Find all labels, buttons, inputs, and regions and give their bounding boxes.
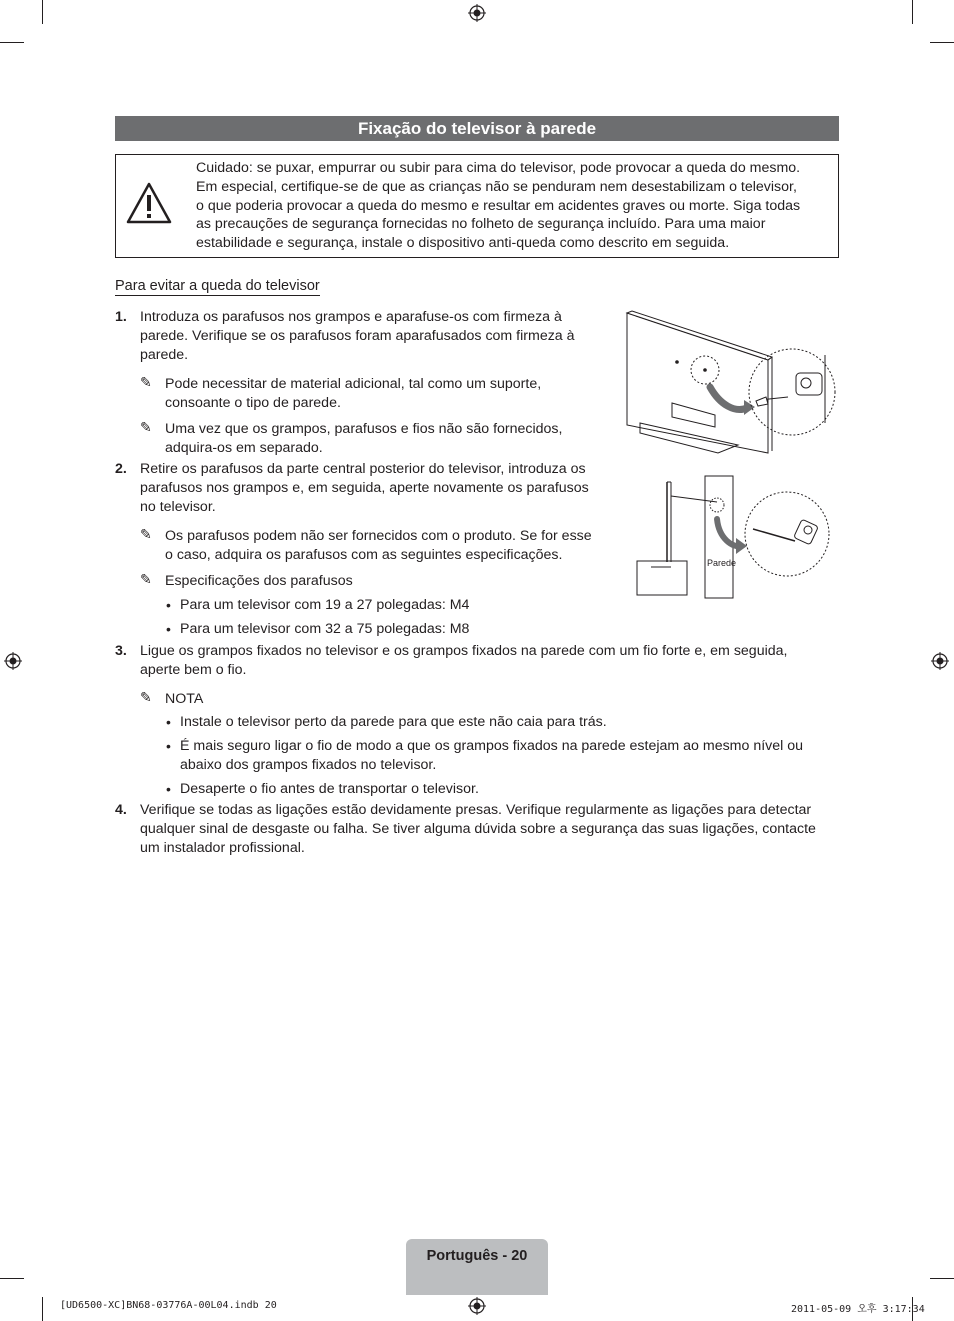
step-line: aperte bem o fio.: [140, 662, 247, 678]
crop-mark: [912, 0, 913, 24]
bullet-line: É mais seguro ligar o fio de modo a que os grampos fixados na parede estejam ao mesmo nível ou: [180, 738, 804, 754]
step-text: [140, 642, 840, 680]
step-number: 1.: [115, 309, 127, 325]
section-title: Fixação do televisor à parede: [115, 116, 839, 141]
crop-mark: [0, 42, 24, 43]
crop-mark: [42, 1297, 43, 1321]
note-pencil-icon: ✎: [140, 526, 152, 542]
step-text: [140, 460, 610, 517]
bullet-text: [180, 780, 479, 799]
file-slug: [UD6500-XC]BN68-03776A-00L04.indb 20: [60, 1300, 277, 1311]
bullet-dot: •: [166, 781, 171, 797]
caution-text: [196, 159, 826, 253]
crop-mark: [0, 1278, 24, 1279]
registration-mark-icon: [4, 652, 22, 670]
step-line: parede.: [140, 347, 189, 363]
bullet-text: [180, 713, 607, 732]
caution-label: Cuidado: [196, 160, 249, 176]
bullet-text: Para um televisor com 19 a 27 polegadas: M4: [180, 597, 470, 613]
caution-line: as precauções de segurança fornecidas no folheto de segurança incluído. Para uma maior: [196, 216, 766, 233]
note-line: Pode necessitar de material adicional, tal como um suporte,: [165, 376, 542, 392]
caution-line: Em especial, certifique-se de que as crianças não se penduram nem desestabilizam o televisor,: [196, 178, 797, 195]
page-number-tab: Português - 20: [406, 1239, 548, 1295]
note-text: [165, 527, 592, 565]
step-number: 4.: [115, 802, 127, 818]
step-number: 3.: [115, 643, 127, 659]
step-line: Introduza os parafusos nos grampos e aparafuse-os com firmeza à: [140, 309, 562, 325]
note-label: NOTA: [165, 691, 204, 707]
note-line: Os parafusos podem não ser fornecidos com o produto. Se for esse: [165, 528, 592, 544]
date-slug: 2011-05-09 오후 3:17:34: [791, 1304, 925, 1315]
bullet-dot: •: [166, 738, 171, 754]
crop-mark: [930, 1278, 954, 1279]
note-pencil-icon: ✎: [140, 689, 152, 705]
step-line: um instalador profissional.: [140, 840, 305, 856]
caution-line: estabilidade e segurança, instale o dispositivo anti-queda como descrito em seguida.: [196, 235, 730, 252]
wall-mounting-illustration: [635, 474, 835, 600]
warning-triangle-icon: [126, 182, 172, 224]
step-line: parede. Verifique se os parafusos foram aparafusados com firmeza à: [140, 328, 575, 344]
tv-mounting-illustration: [620, 305, 840, 455]
note-line: Especificações dos parafusos: [165, 573, 353, 589]
step-line: no televisor.: [140, 499, 216, 515]
note-pencil-icon: ✎: [140, 571, 152, 587]
caution-box: [115, 154, 839, 258]
step-line: parafusos nos grampos e, em seguida, aperte novamente os parafusos: [140, 480, 589, 496]
bullet-dot: •: [166, 621, 171, 637]
wall-label: Parede: [707, 558, 737, 568]
caution-line: o que poderia provocar a queda do mesmo e resultar em acidentes graves ou morte. Siga todas: [196, 197, 801, 214]
crop-mark: [930, 42, 954, 43]
bullet-text: Para um televisor com 32 a 75 polegadas: M8: [180, 621, 470, 637]
bullet-line: Desaperte o fio antes de transportar o televisor.: [180, 781, 479, 797]
note-line: adquira-os em separado.: [165, 440, 323, 456]
note-line: Uma vez que os grampos, parafusos e fios não são fornecidos,: [165, 421, 563, 437]
registration-mark-icon: [931, 652, 949, 670]
step-number: 2.: [115, 461, 127, 477]
step-line: Ligue os grampos fixados no televisor e os grampos fixados na parede com um fio forte e, em seguida,: [140, 643, 788, 659]
registration-mark-icon: [468, 4, 486, 22]
bullet-dot: •: [166, 597, 171, 613]
note-pencil-icon: ✎: [140, 419, 152, 435]
step-line: Verifique se todas as ligações estão devidamente presas. Verifique regularmente as ligações para detectar: [140, 802, 812, 818]
subheading: Para evitar a queda do televisor: [115, 278, 320, 294]
bullet-line: Instale o televisor perto da parede para que este não caia para trás.: [180, 714, 607, 730]
step-text: [140, 801, 840, 858]
crop-mark: [42, 0, 43, 24]
note-line: o caso, adquira os parafusos com as seguintes especificações.: [165, 547, 563, 563]
note-text: [165, 375, 541, 413]
step-text: [140, 308, 600, 365]
note-text: [165, 420, 562, 458]
step-line: Retire os parafusos da parte central posterior do televisor, introduza os: [140, 461, 586, 477]
registration-mark-icon: [468, 1297, 486, 1315]
note-text: [165, 572, 353, 591]
caution-line: : se puxar, empurrar ou subir para cima do televisor, pode provocar a queda do mesmo.: [248, 160, 801, 176]
bullet-dot: •: [166, 714, 171, 730]
bullet-line: abaixo dos grampos fixados no televisor.: [180, 757, 437, 773]
note-pencil-icon: ✎: [140, 374, 152, 390]
note-line: consoante o tipo de parede.: [165, 395, 341, 411]
bullet-text: [180, 737, 803, 775]
step-line: qualquer sinal de desgaste ou falha. Se tiver alguma dúvida sobre a segurança das suas ligações, contacte: [140, 821, 816, 837]
